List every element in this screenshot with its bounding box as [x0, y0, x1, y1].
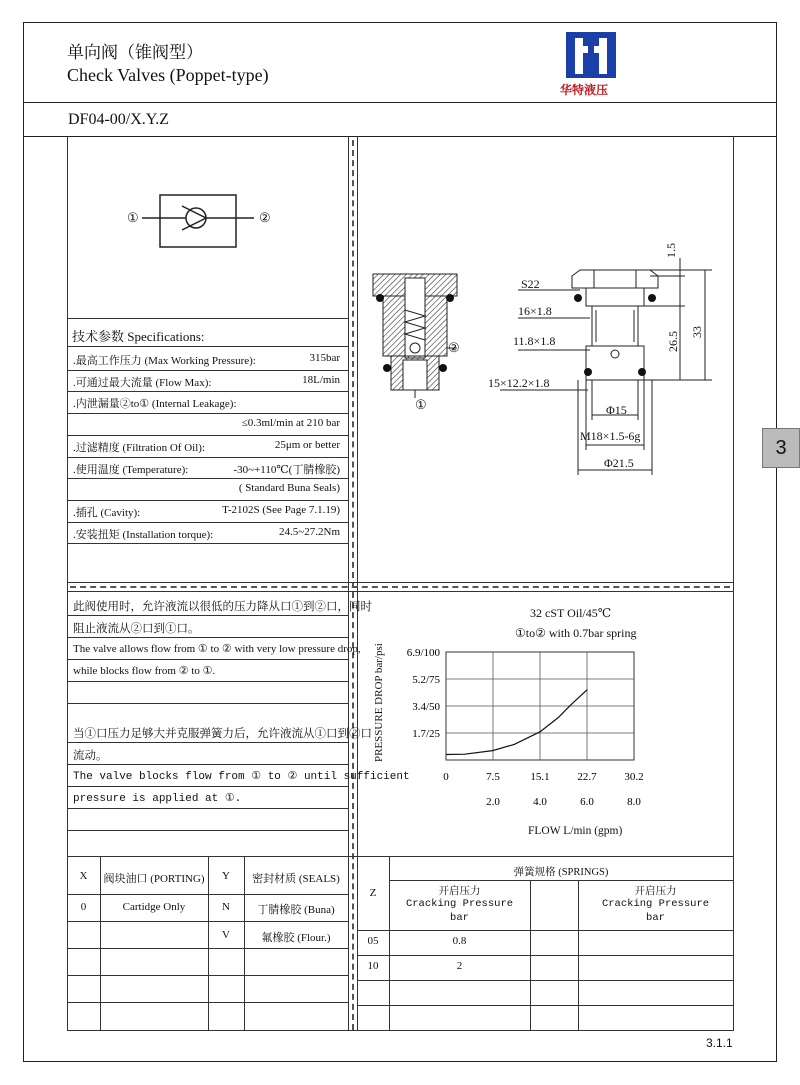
chart-x-tick: 7.5: [486, 771, 500, 783]
dim-oring1: 16×1.8: [518, 304, 552, 318]
chart-x-tick: 22.7: [577, 771, 597, 783]
spec-value: T-2102S (See Page 7.1.19): [222, 504, 340, 516]
springs-heading: 弹簧规格 (SPRINGS): [513, 867, 609, 878]
chart-y-tick: 5.2/75: [412, 674, 440, 686]
desc-p1-en-1: The valve allows flow from ① to ② with very low pressure drop,: [73, 643, 361, 655]
dim-oring3: 15×12.2×1.8: [488, 376, 550, 390]
cp-header-unit: bar: [450, 912, 469, 924]
spec-label: .内泄漏量②to① (Internal Leakage):: [73, 398, 237, 410]
model-code: DF04-00/X.Y.Z: [68, 111, 170, 128]
chart-x-tick: 30.2: [624, 771, 644, 783]
desc-p1-cn-2: 阻止液流从②口到①口。: [73, 623, 200, 635]
spec-row: [70, 436, 348, 457]
spec-value: 24.5~27.2Nm: [279, 526, 340, 538]
cp-header-cn: 开启压力: [438, 886, 481, 897]
desc-p1-cn-1: 此阀使用时，允许液流以很低的压力降从口①到②口，同时: [73, 601, 372, 613]
seal-fluor: 氟橡胶 (Flour.): [261, 932, 331, 944]
dim-s22: S22: [521, 277, 540, 291]
section-port2: ②: [448, 340, 460, 355]
pressure-drop-chart: [380, 640, 720, 820]
chart-y-tick: 6.9/100: [406, 647, 440, 659]
chart-y-tick: 3.4/50: [412, 701, 440, 713]
col-porting-header: 阀块油口 (PORTING): [103, 873, 205, 885]
dim-h3: 33: [690, 326, 704, 338]
cp2-header-unit: bar: [646, 912, 665, 924]
col-y-header: Y: [222, 870, 230, 882]
spec-label: .安装扭矩 (Installation torque):: [73, 529, 214, 541]
chart-x-tick-secondary: 6.0: [580, 796, 594, 808]
dim-h1: 1.5: [664, 243, 678, 258]
cp2-header-cn: 开启压力: [634, 886, 677, 897]
title-en: Check Valves (Poppet-type): [67, 65, 269, 85]
chart-x-tick-secondary: 4.0: [533, 796, 547, 808]
chart-y-tick: 1.7/25: [412, 728, 440, 740]
spec-value: 315bar: [309, 352, 340, 364]
chart-x-tick-secondary: 2.0: [486, 796, 500, 808]
desc-p2-en-1: The valve blocks flow from ① to ② until sufficient: [73, 771, 410, 783]
desc-p2-cn-1: 当①口压力足够大并克服弹簧力后，允许液流从①口到②口: [73, 728, 372, 740]
spec-divider: [67, 543, 348, 544]
page-number: 3.1.1: [706, 1036, 733, 1050]
spec-label: .最高工作压力 (Max Working Pressure):: [73, 355, 256, 367]
chart-title: 32 cST Oil/45℃: [530, 606, 612, 620]
chart-series-line: [446, 690, 587, 755]
col-seals-header: 密封材质 (SEALS): [252, 873, 340, 885]
spec-row: [70, 458, 348, 479]
porting-code-0: 0: [80, 901, 87, 913]
spec-value: ≤0.3ml/min at 210 bar: [241, 417, 340, 429]
title-cn: 单向阀（锥阀型）: [67, 43, 203, 62]
chart-x-tick-secondary: 8.0: [627, 796, 641, 808]
spec-label: .过滤精度 (Filtration Of Oil):: [73, 442, 205, 454]
spring-z-10: 10: [367, 960, 379, 972]
col-x-header: X: [79, 870, 88, 882]
specs-heading: 技术参数 Specifications:: [72, 329, 205, 344]
symbol-port1: ①: [127, 210, 139, 225]
spec-row: [70, 414, 348, 435]
spring-cp-10: 2: [456, 960, 463, 972]
spec-value: 18L/min: [302, 374, 340, 386]
desc-p2-en-2: pressure is applied at ①.: [73, 793, 242, 805]
dim-h2: 26.5: [666, 331, 680, 352]
spring-z-05: 05: [367, 935, 379, 947]
seal-buna: 丁腈橡胶 (Buna): [257, 904, 335, 916]
cp2-header-en: Cracking Pressure: [601, 898, 710, 910]
spec-value: ( Standard Buna Seals): [238, 482, 340, 494]
chart-ylabel: PRESSURE DROP bar/psi: [373, 643, 385, 762]
spec-row: [70, 479, 348, 500]
chart-xlabel: FLOW L/min (gpm): [528, 825, 623, 837]
brand-name: 华特液压: [560, 83, 609, 97]
section-tab[interactable]: 3: [762, 428, 800, 468]
seal-code-n: N: [222, 901, 230, 913]
check-valve-symbol: [120, 190, 280, 250]
spec-row: [70, 392, 348, 413]
section-view-drawing: [365, 270, 465, 400]
dim-oring2: 11.8×1.8: [513, 334, 556, 348]
spec-row: [70, 523, 348, 544]
spec-value: -30~+110℃(丁腈橡胶): [233, 464, 340, 476]
spec-row: [70, 501, 348, 522]
desc-p2-cn-2: 流动。: [73, 750, 108, 762]
dim-thread: M18×1.5-6g: [580, 429, 641, 443]
spec-label: .可通过最大流量 (Flow Max):: [73, 377, 212, 389]
cp-header-en: Cracking Pressure: [405, 898, 514, 910]
desc-p1-en-2: while blocks flow from ② to ①.: [73, 665, 216, 677]
spring-cp-05: 0.8: [452, 935, 467, 947]
brand-logo: [566, 30, 616, 80]
symbol-port2: ②: [259, 210, 271, 225]
dim-d21: Φ21.5: [604, 456, 634, 470]
section-port1: ①: [415, 397, 427, 412]
porting-cartridge: Cartidge Only: [122, 901, 186, 913]
spec-row: [70, 371, 348, 392]
logo-mark-icon: [566, 30, 616, 80]
col-z-header: Z: [369, 887, 377, 899]
spec-label: .插孔 (Cavity):: [73, 507, 141, 519]
dim-d15: Φ15: [606, 403, 627, 417]
chart-x-tick: 0: [443, 771, 449, 783]
chart-subtitle: ①to② with 0.7bar spring: [515, 626, 637, 640]
spec-row: [70, 349, 348, 370]
seal-code-v: V: [222, 929, 230, 941]
spec-label: .使用温度 (Temperature):: [73, 464, 189, 476]
spec-value: 25μm or better: [274, 439, 340, 451]
chart-x-tick: 15.1: [530, 771, 550, 783]
